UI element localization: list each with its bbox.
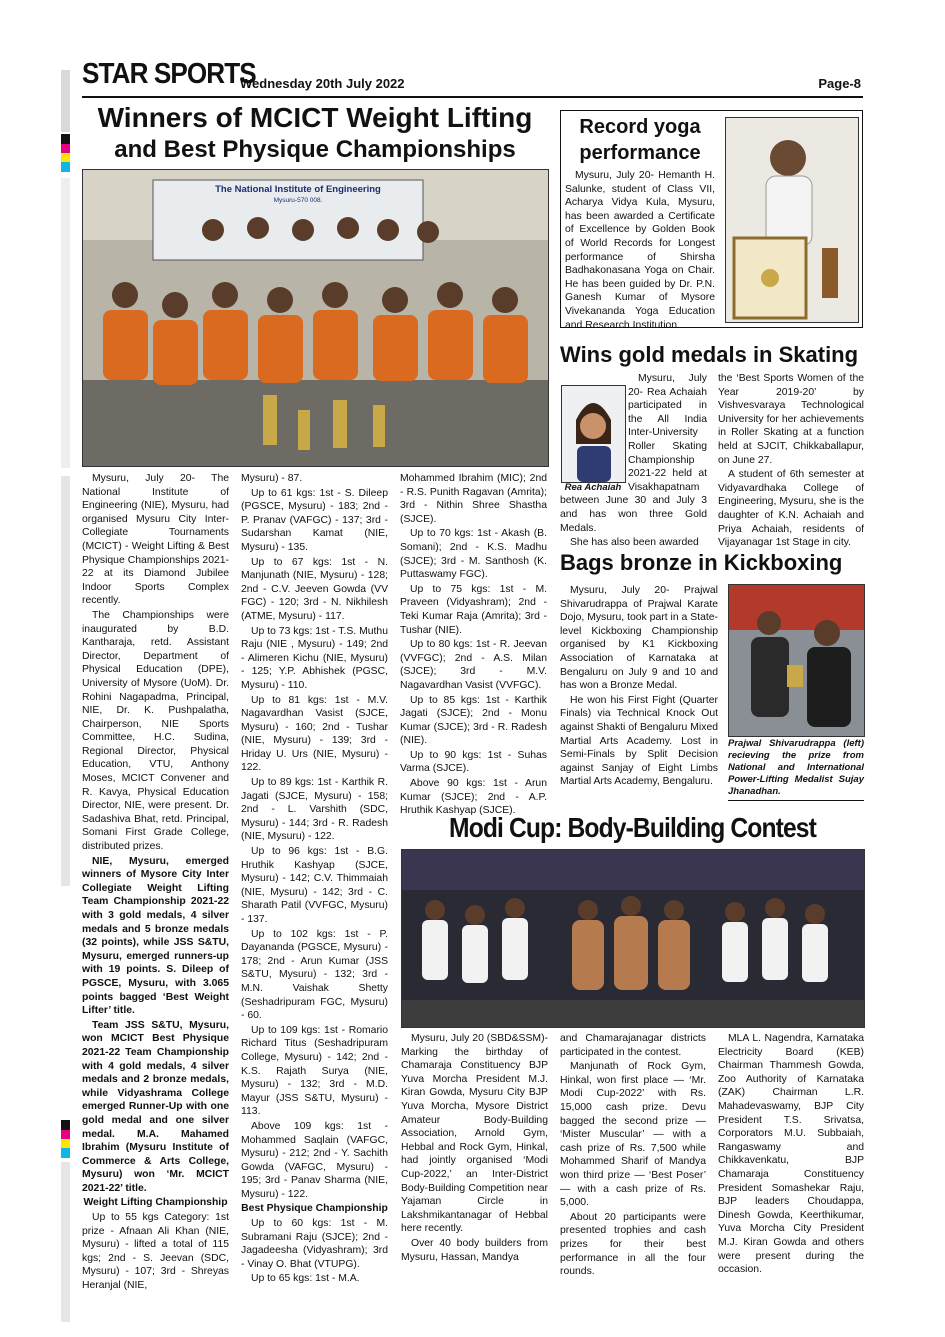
kickboxing-photo [728,584,865,737]
article-paragraph: Over 40 body builders from Mysuru, Hassan, Mandya [401,1237,548,1263]
bar-gray-segment [61,178,70,468]
section-subhead: Best Physique Championship [241,1203,388,1215]
article-paragraph: Manjunath of Rock Gym, Hinkal, won first place — ‘Mr. Modi Cup-2022’ with Rs. 15,000 cash prize. Devu bagged the second prize — ‘Mister Muscular’ — with a cash prize of Rs. 7,500 while Mohammed Sharif of Mandya won third prize — ‘Best Poser’ — with a cash prize of Rs. 5,000. [560,1061,706,1209]
kickboxing-headline: Bags bronze in Kickboxing [560,550,843,575]
masthead: STAR SPORTS [82,58,256,90]
article-paragraph: A student of 6th semester at Vidyavardhaka College of Engineering, Mysuru, she is the daughter of K.N. Achaiah and Priya Achaiah, residents of Vijayanagar 1st Stage in city. [718,469,864,549]
result-line: Up to 89 kgs: 1st - Karthik R. Jagati (SJCE, Mysuru) - 158; 2nd - L. Varshith (SDC, Mysuru) - 144; 3rd - R. Radesh (NIE, Mysuru) - 122. [241,777,388,843]
result-line: Above 109 kgs: 1st - Mohammed Saqlain (VAFGC, Mysuru) - 212; 2nd - Y. Sachith Gowda (VAFGC, Mysuru) - 195; 3rd - Panav Sharma (NIE, Mysuru) - 122. [241,1120,388,1200]
article-paragraph: Team JSS S&TU, Mysuru, won MCICT Best Physique 2021-22 Team Championship with 4 gold medals, 4 silver medals and 2 bronze medals, while Vidyashrama College emerged Runner-Up with one gold medal and one silver medal. M.A. Mahamed Ibrahim (Mysuru Institute of Commerce & Arts College, Mysuru) won ‘Mr. MCICT 2021-22’ title. [82,1019,229,1194]
article-paragraph: MLA L. Nagendra, Karnataka Electricity Board (KEB) Chairman Thammesh Gowda, Zoo Authority of Karnataka (ZAK) Chairman L.R. Mahadevaswamy, BJP City President T.S. Srivatsa, Corporators M.U. Subbaiah, Rangaswamy and Chikkavenkatu, BJP Chamaraja Constituency President Somashekar Raju, BJP leaders Choudappa, Dinesh Gowda, Keerthikumar, Yuva Morcha City President M.J. Kiran Gowda and others were present during the occasion. [718,1033,864,1276]
bar-gray-segment [61,1162,70,1322]
article-paragraph: Mysuru) - 87. [241,473,303,484]
yoga-story-box [560,110,863,331]
article-paragraph: About 20 participants were presented trophies and cash prizes for their best performance in all the four rounds. [560,1211,706,1278]
yoga-photo-illustration [726,118,858,322]
result-line: Up to 75 kgs: 1st - M. Praveen (Vidyashram); 2nd - Teki Kumar Raja (Amrita); 3rd - Tushar (NIE). [400,583,547,636]
result-line: Up to 81 kgs: 1st - M.V. Nagavardhan Vasist (SJCE, Mysuru) - 160; 2nd - Tushar (NIE, Mysuru) - 139; 3rd - Hriday U. Urs (NIE, Mysuru) - 122. [241,694,388,774]
bar-gray-segment [61,476,70,886]
modi-cup-column-1 [401,1032,548,1262]
article-paragraph: Mysuru, July 20- Rea Achaiah participated in the All India Inter-University Roller Skating Championship 2021-22 held at Visakhapatnam between June 30 and July 3 and has won three Gold Medals. [560,373,707,534]
result-line: Up to 61 kgs: 1st - S. Dileep (PGSCE, Mysuru) - 183; 2nd - P. Pranav (VAFGC) - 137; 3rd - Sudarshan Kamat (NIE, Mysuru) - 135. [241,487,388,553]
page-number: Page-8 [818,76,861,91]
photo-banner-subtext: Mysuru-570 008. [273,197,323,204]
kickboxing-photo-caption: Prajwal Shivarudrappa (left) recieving the prize from National and International Power-Lifting Medalist Sujay Jhanadhan. [728,738,864,801]
article-paragraph: Mysuru, July 20- Hemanth H. Salunke, student of Class VII, Acharya Vidya Kula, Mysuru, has been awarded a Certificate of Excellence by Golden Book of World Records for Longest performance of Shirsha Badhakonasana Yoga on Chair. He has been guided by Dr. P.N. Ganesh Kumar of Mysore Vivekananda Yoga Education and Research Institution. [565,170,715,331]
kickboxing-photo-illustration [729,585,864,736]
yoga-body [565,169,715,331]
article-paragraph: Mohammed Ibrahim (MIC); 2nd - R.S. Punith Ragavan (Amrita); 3rd - Nithin Shree Shastha (SJCE). [400,473,547,525]
bar-black-segment [61,1120,70,1130]
bar-yellow-segment [61,1139,70,1148]
result-line: Up to 65 kgs: 1st - M.A. [251,1273,360,1285]
article-paragraph: Mysuru, July 20- Prajwal Shivarudrappa of Prajwal Karate Dojo, Mysuru, took part in a State-level Kickboxing Championship organised by K1 Kickboxing Association of Karnataka at Bengaluru on July 9 and 10 and has won a Bronze Medal. [560,585,718,692]
bar-magenta-segment [61,144,70,153]
weightlifting-column-2 [241,472,388,1285]
modi-cup-photo-illustration [402,850,864,1027]
weightlifting-column-3 [400,472,547,817]
result-line: Up to 70 kgs: 1st - Akash (B. Somani); 2nd - K.S. Madhu (SJCE); 3rd - M. Santhosh (K. Puttaswamy FGC). [400,528,547,581]
result-line: Up to 73 kgs: 1st - T.S. Muthu Raju (NIE , Mysuru) - 149; 2nd - Alimeren Kichu (NIE, Mysuru) - 125; Y.P. Abhishek (PGSC, Mysuru) - 110. [241,625,388,691]
skating-column-2 [718,372,864,549]
skating-headline: Wins gold medals in Skating [560,342,859,367]
bar-cyan-segment [61,162,70,172]
modi-cup-column-3 [718,1032,864,1276]
modi-cup-headline: Modi Cup: Body-Building Contest [449,812,816,843]
photo-banner-text: The National Institute of Engineering [215,184,381,195]
weightlifting-headline-line2: and Best Physique Championships [114,136,516,163]
issue-date: Wednesday 20th July 2022 [240,76,405,91]
section-subhead: Weight Lifting Championship [83,1197,228,1209]
result-line: Up to 109 kgs: 1st - Romario Richard Titus (Seshadripuram College, Mysuru) - 142; 2nd - K.S. Rajath Surya (NIE, Mysuru) - 132; 3rd - M.D. Mayur (JSS S&TU, Mysuru) - 113. [241,1024,388,1118]
article-paragraph: He won his First Fight (Quarter Finals) via Technical Knock Out against Shakti of Bengaluru Mixed Martial Arts Academy. Lost in Semi-Finals by Split Decision against Sanjay of Eight Limbs Martial Arts Academy, Bengaluru. [560,694,718,788]
result-line: Up to 96 kgs: 1st - B.G. Hruthik Kashyap (SJCE, Mysuru) - 142; C.V. Thimmaiah (NIE, Mysuru) - 142; 3rd - C. Sharath Patil (VVFGC, Mysuru) - 137. [241,846,388,925]
result-line: Up to 90 kgs: 1st - Suhas Varma (SJCE). [400,749,547,775]
yoga-headline-line2: performance [579,142,701,164]
result-line: Up to 67 kgs: 1st - N. Manjunath (NIE, Mysuru) - 128; 2nd - C.V. Jeeven Gowda (VV FGC) - 120; 3rd - N. Nikhilesh (ATME, Mysuru) - 117. [241,556,388,622]
weightlifting-group-photo [82,169,549,467]
article-paragraph: Mysuru, July 20 (SBD&SSM)- Marking the birthday of Chamaraja Constituency BJP Yuva Morcha President M.J. Kiran Gowda, Mysuru City BJP Yuva Morcha, Mysore District Amateur Body-Building Association, Arnold Gym, Hebbal and Rock Gym, Hinkal, had jointly organised ‘Modi Cup-2022,’ an Inter-District Body-Building Competition near Yajaman Circle in Lakshmikantanagar of Hebbal here recently. [401,1033,548,1235]
result-line: Up to 102 kgs: 1st - P. Dayananda (PGSCE, Mysuru) - 178; 2nd - Arun Kumar (JSS S&TU, Mysuru) - 132; 3rd - M.N. Vaishak Shetty (Seshadripuram FGC, Mysuru) - 60. [241,928,388,1022]
article-paragraph: Up to 55 kgs Category: 1st prize - Afnaan Ali Khan (NIE, Mysuru) - lifted a total of 115 kgs; 2nd - S. Jeevan (SDC, Mysuru) - 107; 3rd - Shreyas Heranjal (NIE, [82,1212,229,1292]
bar-yellow-segment [61,153,70,162]
yoga-photo [725,117,859,323]
bar-gray-segment [61,70,70,132]
result-line: Above 90 kgs: 1st - Arun Kumar (SJCE); 2nd - A.P. Hruthik Kashyap (SJCE). [400,778,547,817]
result-line: Up to 85 kgs: 1st - Karthik Jagati (SJCE); 2nd - Monu Kumar (SJCE); 3rd - R. Radesh (NIE). [400,694,547,747]
skating-column-1 [560,372,707,549]
article-paragraph: She has also been awarded [570,537,699,549]
modi-cup-photo [401,849,865,1028]
modi-cup-column-2 [560,1032,706,1278]
yoga-headline-line1: Record yoga [579,116,701,138]
result-line: Up to 60 kgs: 1st - M. Subramani Raju (SJCE); 2nd - Jagadeesha (Vidyashram); 3rd - Vinay O. Bhat (VTUPG). [241,1218,388,1270]
skating-photo-caption: Rea Achaiah [564,482,622,493]
weightlifting-headline-line1: Winners of MCICT Weight Lifting [97,102,533,133]
weightlifting-column-1 [82,472,229,1292]
bar-magenta-segment [61,1130,70,1139]
result-line: Up to 80 kgs: 1st - R. Jeevan (VVFGC); 2nd - A.S. Milan (SJCE); 3rd - M.V. Nagavardhan Vasist (VVFGC). [400,639,547,691]
article-paragraph: NIE, Mysuru, emerged winners of Mysore City Inter Collegiate Weight Lifting Team Championship 2021-22 with 3 gold medals, 4 silver medals and 5 bronze medals (32 points), while JSS S&TU, Mysuru, emerged runners-up with 19 points. S. Dileep of PGSCE, Mysuru, with 3.065 points bagged ‘Best Weight Lifter’ title. [82,855,229,1017]
header-rule [82,96,863,98]
bar-black-segment [61,134,70,144]
article-paragraph: the ‘Best Sports Women of the Year 2019-20’ by Vishvesvaraya Technological University for her achievements in Roller Skating at a function held at SJCIT, Chikkaballapur, on June 27. [718,373,864,466]
bar-cyan-segment [61,1148,70,1158]
article-paragraph: The Championships were inaugurated by B.D. Kantharaja, retd. Assistant Director, Department of Physical Education (DPE), University of Mysore (UoM). Dr. Rohini Nagapadma, Principal, NIE, Dr. K. Pushpalatha, Chairperson, NIE Sports Committee, H.C. Sudina, Regional Director, Physical Education, VTU, Anthony Moses, MCICT Convener and R. Kavya, Physical Education Director, NIE, were present. Dr. Sadashiva Bhat, retd. Principal, Somani First Grade College, distributed prizes. [82,609,229,853]
group-photo-illustration [83,170,548,466]
kickboxing-body [560,584,718,794]
photo-wrap-space [560,372,628,492]
article-paragraph: Mysuru, July 20- The National Institute of Engineering (NIE), Mysuru, had organised Mysuru City Inter-Collegiate Tournaments (MCICT) - Weight Lifting & Best Physique Championships 2021-22 at its Diamond Jubilee Indoor Sports Complex recently. [82,473,229,607]
article-paragraph: and Chamarajanagar districts participated in the contest. [560,1033,706,1058]
